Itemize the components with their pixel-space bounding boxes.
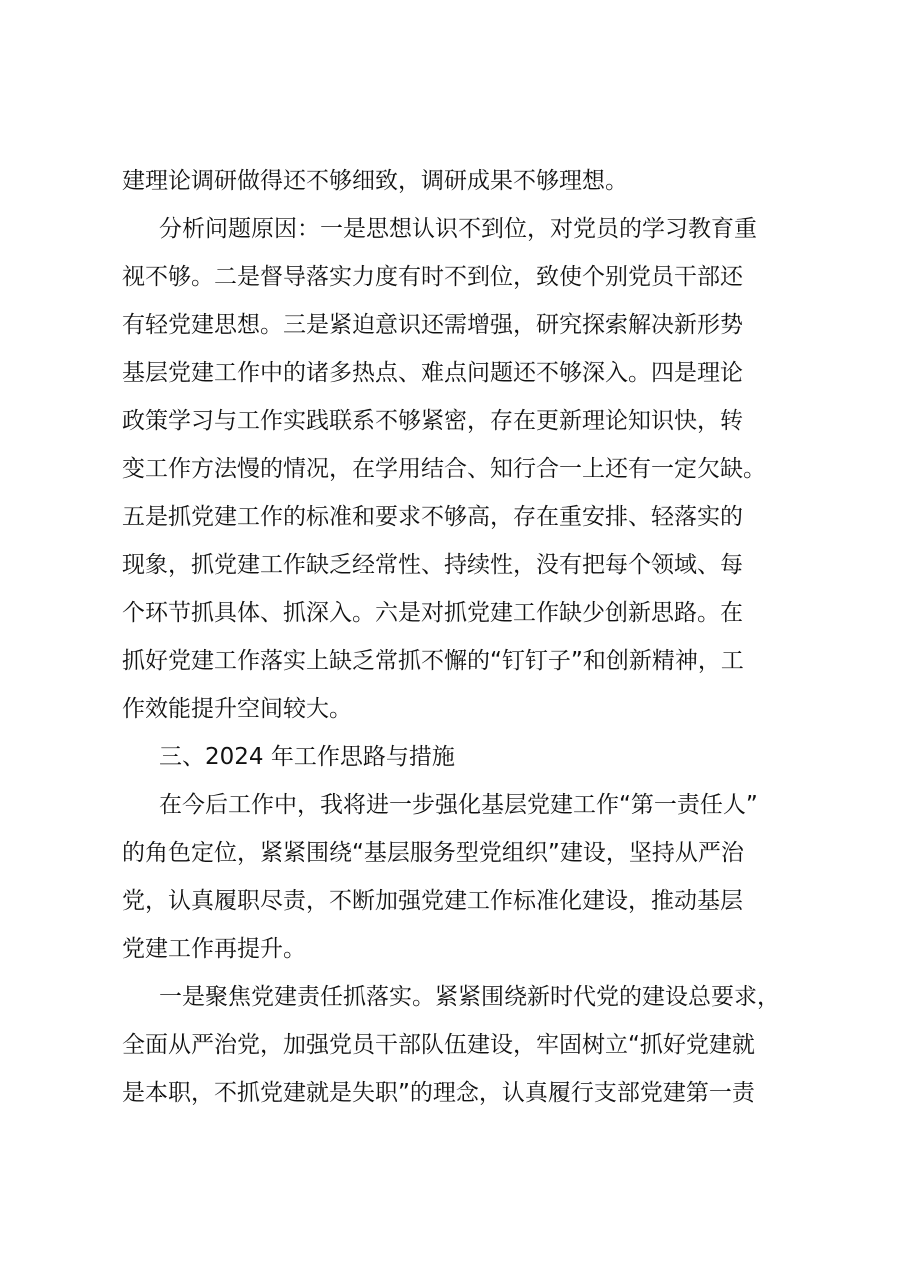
text-line: 党，认真履职尽责，不断加强党建工作标准化建设，推动基层 [122, 888, 743, 914]
section-heading: 三、2024 年工作思路与措施 [159, 744, 455, 770]
text-line: 全面从严治党，加强党员干部队伍建设，牢固树立“抓好党建就 [122, 1032, 755, 1058]
text-line: 的角色定位，紧紧围绕“基层服务型党组织”建设，坚持从严治 [122, 840, 744, 866]
text-line: 分析问题原因：一是思想认识不到位，对党员的学习教育重 [159, 216, 757, 242]
text-line: 在今后工作中，我将进一步强化基层党建工作“第一责任人” [159, 792, 758, 818]
text-line: 视不够。二是督导落实力度有时不到位，致使个别党员干部还 [122, 264, 743, 290]
text-line: 现象，抓党建工作缺乏经常性、持续性，没有把每个领域、每 [122, 552, 743, 578]
text-line: 是本职，不抓党建就是失职”的理念，认真履行支部党建第一责 [122, 1080, 755, 1106]
text-line: 抓好党建工作落实上缺乏常抓不懈的“钉钉子”和创新精神，工 [122, 648, 744, 674]
text-line: 变工作方法慢的情况，在学用结合、知行合一上还有一定欠缺。 [122, 456, 766, 482]
text-line: 五是抓党建工作的标准和要求不够高，存在重安排、轻落实的 [122, 504, 743, 530]
text-line: 党建工作再提升。 [122, 936, 306, 962]
text-line: 建理论调研做得还不够细致，调研成果不够理想。 [122, 168, 628, 194]
text-line: 有轻党建思想。三是紧迫意识还需增强，研究探索解决新形势 [122, 312, 743, 338]
text-line: 一是聚焦党建责任抓落实。紧紧围绕新时代党的建设总要求， [159, 984, 780, 1010]
text-line: 政策学习与工作实践联系不够紧密，存在更新理论知识快，转 [122, 408, 743, 434]
document-body [122, 157, 842, 1117]
text-line: 基层党建工作中的诸多热点、难点问题还不够深入。四是理论 [122, 360, 743, 386]
text-line: 作效能提升空间较大。 [122, 696, 352, 722]
text-line: 个环节抓具体、抓深入。六是对抓党建工作缺少创新思路。在 [122, 600, 743, 626]
